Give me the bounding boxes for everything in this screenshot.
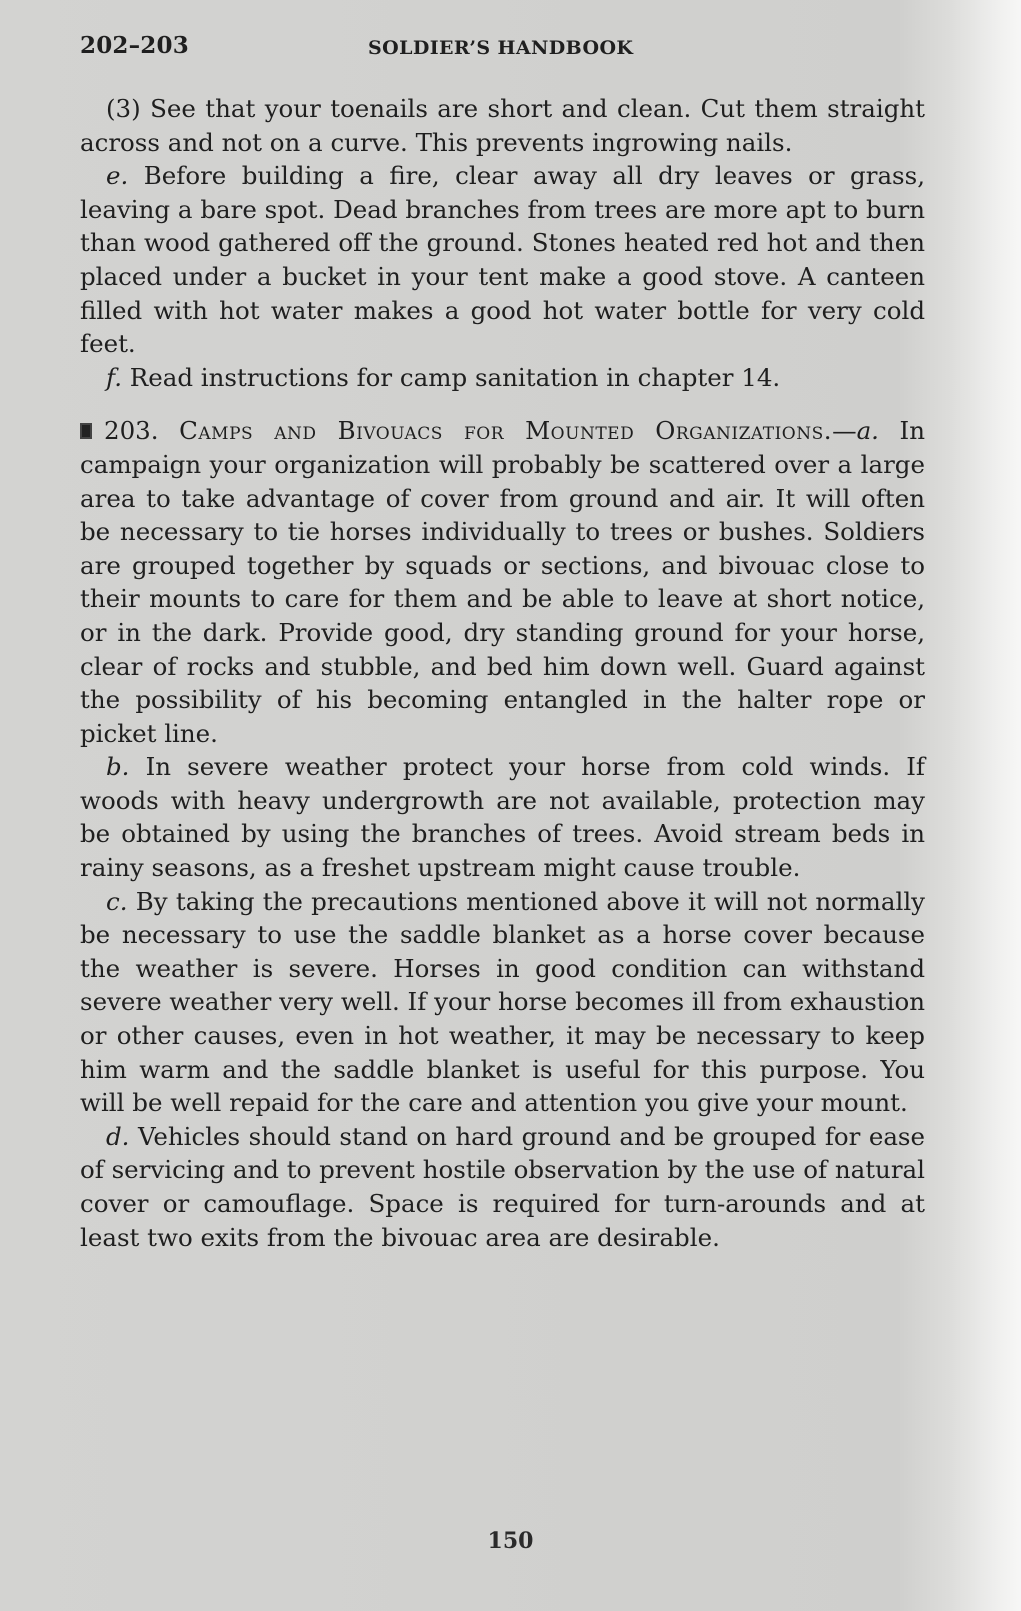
header-title: SOLDIER’S HANDBOOK (368, 37, 634, 59)
paper-edge-highlight (951, 0, 1021, 1611)
section-gap (80, 394, 925, 414)
paragraph-text: Read instructions for camp sanitation in chapter 14. (121, 362, 781, 392)
section-heading: Camps and Bivouacs for Mounted Organizations. (179, 416, 833, 446)
paragraph-label: e. (106, 161, 129, 191)
paragraph-f (80, 361, 925, 395)
page-body (80, 92, 925, 1254)
paragraph-e (80, 159, 925, 361)
page-number: 150 (487, 1528, 534, 1554)
paragraph-text: By taking the precautions mentioned above it will not normally be necessary to use the saddle blanket as a horse cover because the weather is severe. Horses in good condition can withstand severe weather very well. If your horse becomes ill from exhaustion or other causes, even in hot weather, it may be necessary to keep him warm and the saddle blanket is useful for this purpose. You will be well repaid for the care and attention you give your mount. (80, 886, 925, 1118)
paragraph-text: Vehicles should stand on hard ground and be grouped for ease of servicing and to prevent hostile observation by the use of natural cover or camouflage. Space is required for turn-arounds and at least two exits from the bivouac area are desirable. (80, 1121, 925, 1252)
paragraph-label: a. (856, 416, 879, 446)
header-page-range: 202–203 (80, 32, 189, 59)
running-header (80, 28, 960, 68)
paragraph-toenails (80, 92, 925, 159)
paragraph-label: d. (106, 1121, 130, 1151)
paragraph-label: c. (106, 886, 128, 916)
paragraph-d (80, 1120, 925, 1254)
section-203 (80, 414, 925, 750)
paragraph-b (80, 750, 925, 884)
paragraph-label: f. (106, 362, 122, 392)
paragraph-c (80, 885, 925, 1120)
paragraph-text: In severe weather protect your horse from cold winds. If woods with heavy undergrowth are not available, protection may be obtained by using the branches of trees. Avoid stream beds in rainy seasons, as a freshet upstream might cause trouble. (80, 752, 925, 883)
section-marker-icon (80, 423, 92, 439)
paragraph-text: Before building a fire, clear away all dry leaves or grass, leaving a bare spot. Dead branches from trees are more apt to burn than wood gathered off the ground. Stones heated red hot and then placed under a bucket in your tent make a good stove. A canteen filled with hot water makes a good hot water bottle for very cold feet. (80, 161, 925, 359)
section-dash: — (832, 416, 857, 446)
paragraph-text: (3) See that your toenails are short and clean. Cut them straight across and not on a curve. This prevents ingrowing nails. (80, 94, 925, 157)
section-number: 203. (104, 416, 159, 446)
paragraph-label: b. (106, 752, 130, 782)
paragraph-text: In campaign your organization will probably be scattered over a large area to take advantage of cover from ground and air. It will often be necessary to tie horses individually to trees or bushes. Soldiers are grouped together by squads or sections, and bivouac close to their mounts to care for them and be able to leave at short notice, or in the dark. Provide good, dry standing ground for your horse, clear of rocks and stubble, and bed him down well. Guard against the possibility of his becoming entangled in the halter rope or picket line. (80, 416, 925, 748)
